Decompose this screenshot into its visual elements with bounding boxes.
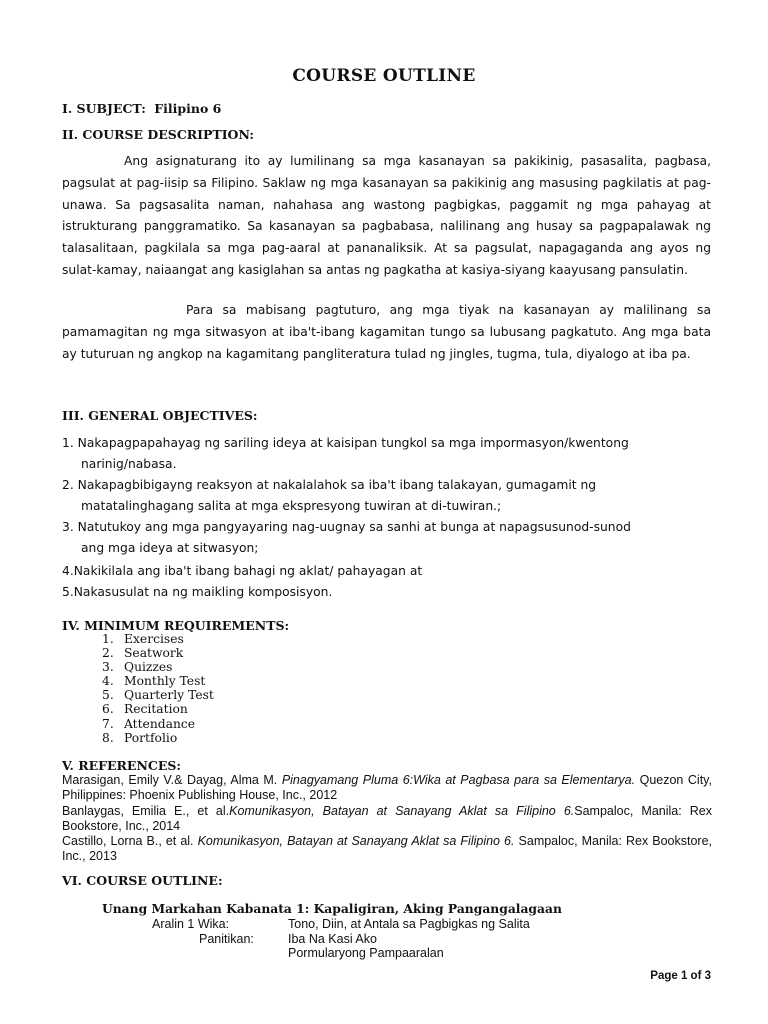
subject-label: I. SUBJECT: — [62, 101, 146, 116]
list-item-number: 7. — [102, 716, 114, 731]
objective-item-text: 4.Nakikilala ang iba't ibang bahagi ng aklat/ pahayagan at — [62, 564, 423, 578]
description-paragraph-1 — [62, 151, 711, 282]
list-item — [102, 660, 214, 674]
list-item-label: Quizzes — [124, 660, 173, 675]
description-heading: II. COURSE DESCRIPTION: — [62, 127, 255, 142]
reference-authors: Marasigan, Emily V.& Dayag, Alma M. — [62, 773, 282, 787]
references-list — [62, 773, 712, 865]
objective-item-text: 3. Natutukoy ang mga pangyayaring nag-uugnay sa sanhi at bunga at napagsusunod-sunod — [62, 520, 631, 534]
list-item-number: 5. — [102, 688, 114, 703]
reference-title: Pinagyamang Pluma 6:Wika at Pagbasa para sa Elementarya. — [281, 773, 636, 787]
objective-item — [62, 582, 722, 603]
reference-publisher: Sampaloc, Manila: Rex Bookstore, Inc., 2013 — [62, 834, 712, 864]
outline-subheading: Unang Markahan Kabanata 1: Kapaligiran, Aking Pangangalagaan — [102, 901, 562, 916]
list-item — [102, 731, 214, 745]
reference-publisher: Quezon City, Philippines: Phoenix Publishing House, Inc., 2012 — [62, 773, 712, 803]
list-item-label: Quarterly Test — [124, 688, 214, 703]
requirements-list — [102, 632, 214, 745]
list-item-number: 8. — [102, 730, 114, 745]
subject-value: Filipino 6 — [154, 101, 222, 116]
reference-title: Komunikasyon, Batayan at Sanayang Aklat sa Filipino 6. — [229, 803, 575, 818]
outline-row-value: Tono, Diin, at Antala sa Pagbigkas ng Salita — [288, 917, 530, 931]
page-number: Page 1 of 3 — [650, 970, 711, 982]
requirements-heading: IV. MINIMUM REQUIREMENTS: — [62, 618, 290, 633]
objective-item — [62, 561, 722, 582]
list-item-number: 4. — [102, 674, 114, 689]
objective-item — [62, 475, 722, 516]
outline-row-label: Panitikan: — [199, 932, 254, 946]
list-item — [102, 688, 214, 702]
objective-item-continued: ang mga ideya at sitwasyon; — [81, 540, 259, 555]
outline-heading: VI. COURSE OUTLINE: — [62, 873, 223, 888]
list-item-number: 2. — [102, 646, 114, 661]
objective-item-text: 2. Nakapagbibigayng reaksyon at nakalalahok sa iba't ibang talakayan, gumagamit ng — [62, 478, 597, 492]
reference-authors: Banlaygas, Emilia E., et al. — [62, 803, 230, 818]
list-item — [102, 702, 214, 716]
list-item-label: Attendance — [124, 716, 196, 731]
reference-publisher: Sampaloc, Manila: Rex Bookstore, Inc., 2014 — [62, 803, 713, 833]
objective-item-continued: narinig/nabasa. — [81, 456, 177, 471]
objective-item-continued: matatalinghagang salita at mga ekspresyong tuwiran at di-tuwiran.; — [81, 498, 502, 513]
list-item-label: Seatwork — [124, 646, 184, 661]
page-title: COURSE OUTLINE — [292, 66, 476, 86]
list-item-label: Exercises — [124, 632, 184, 646]
objective-item — [62, 517, 722, 558]
list-item-label: Portfolio — [124, 730, 178, 745]
list-item-number: 1. — [102, 632, 114, 646]
subject-line — [62, 101, 221, 116]
objective-item-text: 1. Nakapagpapahayag ng sariling ideya at kaisipan tungkol sa mga impormasyon/kwentong — [62, 436, 629, 450]
list-item-number: 6. — [102, 702, 114, 717]
objectives-heading: III. GENERAL OBJECTIVES: — [62, 408, 258, 423]
outline-row-value: Iba Na Kasi Ako — [288, 932, 377, 946]
description-paragraph-1-text: Ang asignaturang ito ay lumilinang sa mga kasanayan sa pakikinig, pasasalita, pagbasa, pagsulat at pag-iisip sa Filipino. Saklaw ng mga kasanayan sa pakikinig ang masusing pagkilatis at pag-unawa. Sa pagsasalita naman, nahahasa ang wastong pagbigkas, paggamit ng mga pahayag at istrukturang panggramatiko. Sa kasanayan sa pagbabasa, nalilinang ang husay sa pagpapalawak ng talasalitaan, pagkilala sa mga pag-aaral at pananaliksik. At sa pagsulat, napagaganda ang ayos ng sulat-kamay, naiaangat ang kasiglahan sa antas ng pagkatha at kasiya-siyang kaayusang pansulatin. — [62, 154, 711, 277]
description-paragraph-2-text: Para sa mabisang pagtuturo, ang mga tiyak na kasanayan ay malilinang sa pamamagitan ng mga sitwasyon at iba't-ibang kagamitan tungo sa lubusang pagkatuto. Ang mga bata ay tuturuan ng angkop na kagamitang pangliteratura tulad ng jingles, tugma, tula, diyalogo at iba pa. — [62, 303, 711, 361]
reference-entry — [62, 773, 712, 804]
list-item-number: 3. — [102, 660, 114, 675]
list-item — [102, 646, 214, 660]
list-item — [102, 717, 214, 731]
list-item-label: Recitation — [124, 702, 188, 717]
reference-entry — [62, 834, 712, 865]
list-item-label: Monthly Test — [124, 674, 206, 689]
description-paragraph-2 — [62, 300, 711, 365]
objective-item-text: 5.Nakasusulat na ng maikling komposisyon. — [62, 585, 333, 599]
list-item — [102, 632, 214, 646]
list-item — [102, 674, 214, 688]
outline-row-value: Pormularyong Pampaaralan — [288, 946, 444, 960]
reference-authors: Castillo, Lorna B., et al. — [62, 834, 198, 849]
outline-row-label: Aralin 1 Wika: — [152, 917, 230, 931]
references-heading: V. REFERENCES: — [62, 758, 181, 773]
reference-title: Komunikasyon, Batayan at Sanayang Aklat sa Filipino 6. — [197, 834, 515, 849]
objective-item — [62, 433, 722, 474]
reference-entry — [62, 804, 712, 835]
